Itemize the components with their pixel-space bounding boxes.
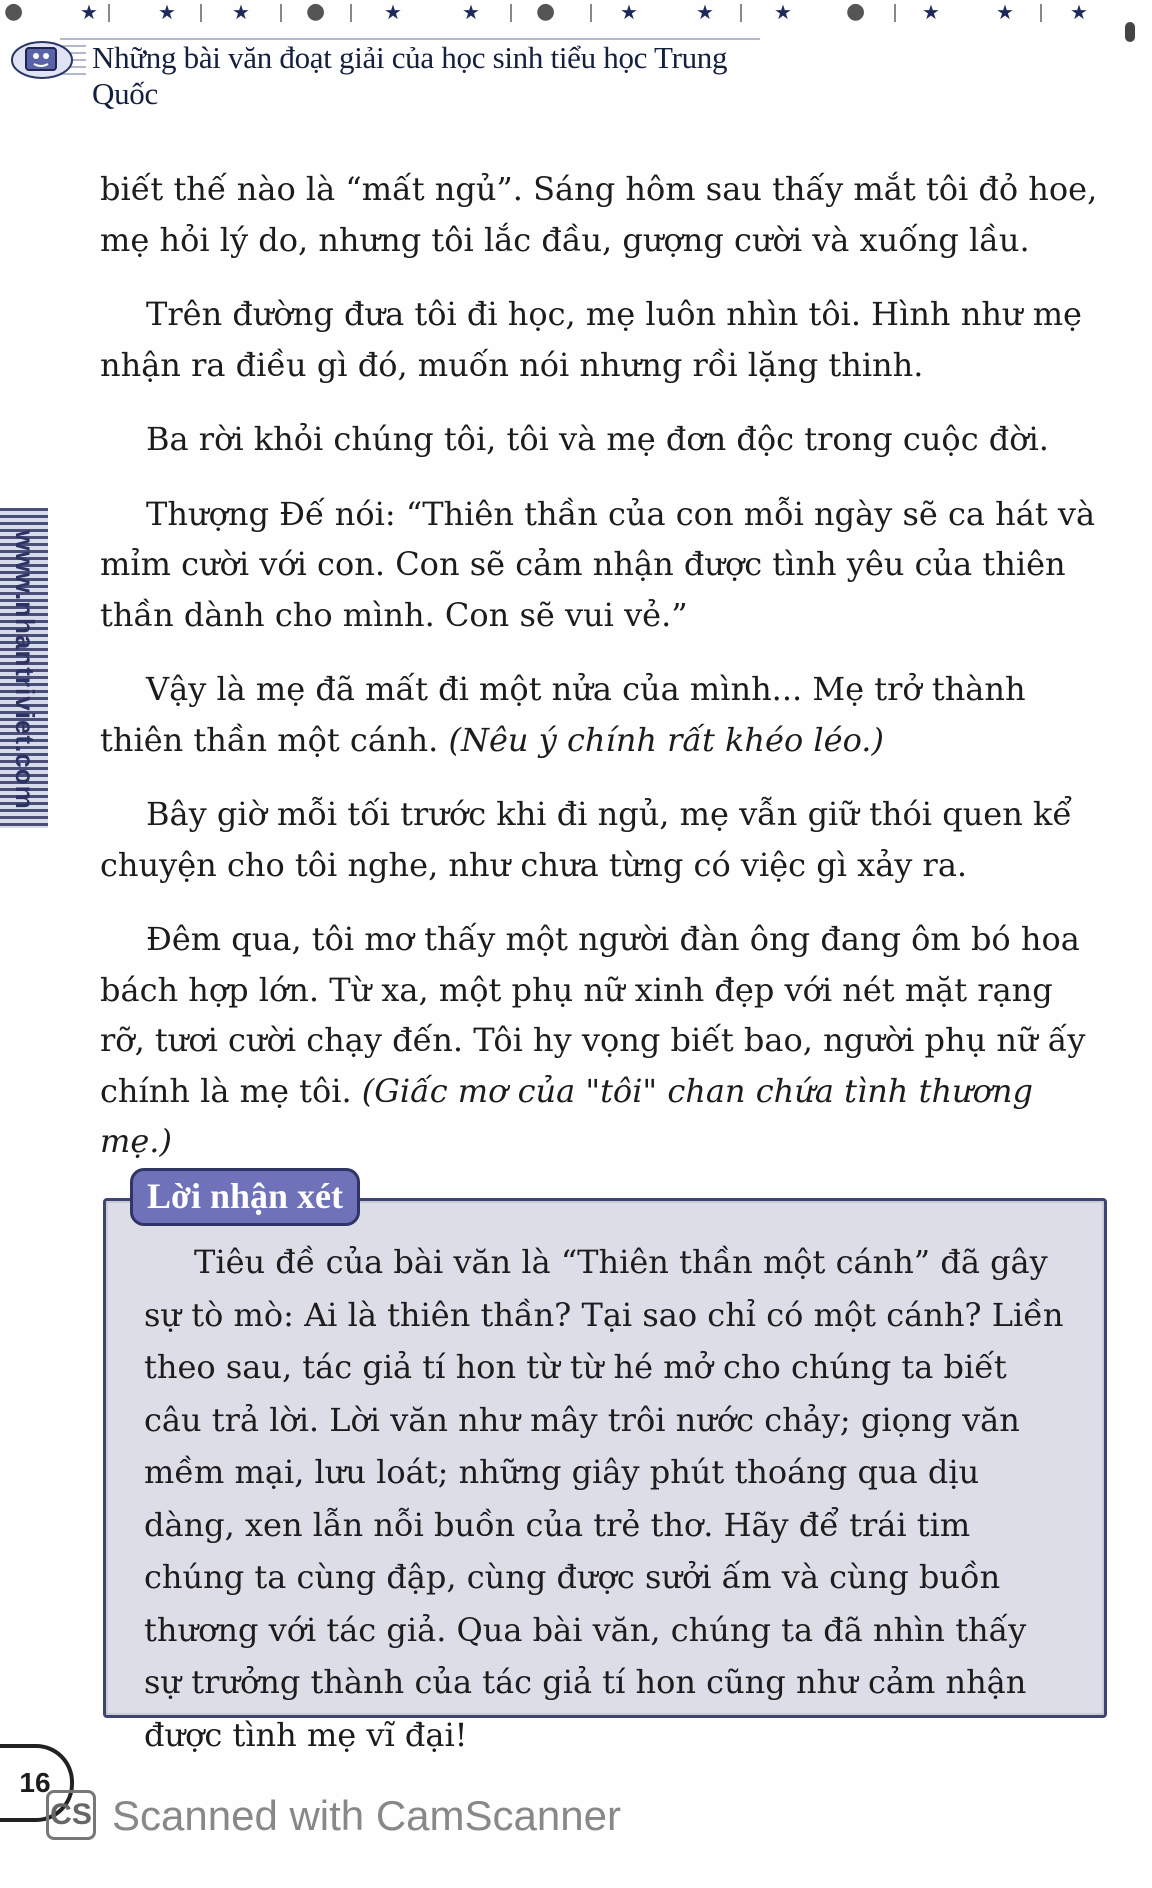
star-icon: ★ [996,0,1014,24]
star-icon: ★ [774,0,792,24]
paragraph [100,914,1100,1167]
paragraph: Ba rời khỏi chúng tôi, tôi và mẹ đơn độc trong cuộc đời. [146,420,1049,458]
star-icon: ★ [1070,0,1088,24]
paragraph: Trên đường đưa tôi đi học, mẹ luôn nhìn tôi. Hình như mẹ nhận ra điều gì đó, muốn nói nhưng rồi lặng thinh. [100,295,1082,384]
star-icon: ★ [232,0,250,24]
star-icon: ★ [80,0,98,24]
star-icon: ★ [696,0,714,24]
paragraph: biết thế nào là “mất ngủ”. Sáng hôm sau thấy mắt tôi đỏ hoe, mẹ hỏi lý do, nhưng tôi lắc đầu, gượng cười và xuống lầu. [100,170,1098,259]
dot-icon: ● [306,0,326,24]
star-icon: ★ [462,0,480,24]
dot-icon: ● [4,0,24,24]
star-icon: ★ [620,0,638,24]
star-icon: ★ [158,0,176,24]
decorative-border-strip [0,0,1152,36]
dot-icon: ● [846,0,866,24]
comment-paragraph: Tiêu đề của bài văn là “Thiên thần một cánh” đã gây sự tò mò: Ai là thiên thần? Tại sao chỉ có một cánh? Liền theo sau, tác giả tí hon từ từ hé mở cho chúng ta biết câu trả lời. Lời văn như mây trôi nước chảy; giọng văn mềm mại, lưu loát; những giây phút thoáng qua dịu dàng, xen lẫn nỗi buồn của trẻ thơ. Hãy để trái tim chúng ta cùng đập, cùng được sưởi ấm và cùng buồn thương với tác giả. Qua bài văn, chúng ta đã nhìn thấy sự trưởng thành của tác giả tí hon cũng như cảm nhận được tình mẹ vĩ đại! [144,1243,1064,1754]
story-body [100,164,1100,1191]
camscanner-logo-icon: CS [46,1790,96,1840]
edge-dot [1125,22,1135,42]
paragraph: Bây giờ mỗi tối trước khi đi ngủ, mẹ vẫn giữ thói quen kể chuyện cho tôi nghe, như chưa từng có việc gì xảy ra. [100,795,1073,884]
running-header-title: Những bài văn đoạt giải của học sinh tiểu học Trung Quốc [86,40,770,112]
comment-text [144,1236,1064,1761]
side-watermark-url: www.nhantriviet.com [10,530,40,810]
dot-icon: ● [536,0,556,24]
star-icon: ★ [922,0,940,24]
paragraph: Thượng Đế nói: “Thiên thần của con mỗi ngày sẽ ca hát và mỉm cười với con. Con sẽ cảm nhận được tình yêu của thiên thần dành cho mình. Con sẽ vui vẻ.” [100,494,1096,634]
running-header [0,36,770,111]
paragraph-text: Vậy là mẹ đã mất đi một nửa của mình... Mẹ trở thành thiên thần một cánh. [100,670,1026,759]
book-mascot-icon [6,36,86,80]
page-number: 16 [0,1744,74,1822]
star-icon: ★ [384,0,402,24]
paragraph-text: Đêm qua, tôi mơ thấy một người đàn ông đang ôm bó hoa bách hợp lớn. Từ xa, một phụ nữ xinh đẹp với nét mặt rạng rỡ, tươi cười chạy đến. Tôi hy vọng biết bao, người phụ nữ ấy chính là mẹ tôi. [100,920,1086,1110]
paragraph [100,664,1100,765]
scan-watermark-text: Scanned with CamScanner [112,1792,621,1839]
editor-note: (Nêu ý chính rất khéo léo.) [448,720,884,759]
comment-label: Lời nhận xét [130,1168,360,1226]
editor-note: (Giấc mơ của "tôi" chan chứa tình thương mẹ.) [100,1071,1034,1160]
